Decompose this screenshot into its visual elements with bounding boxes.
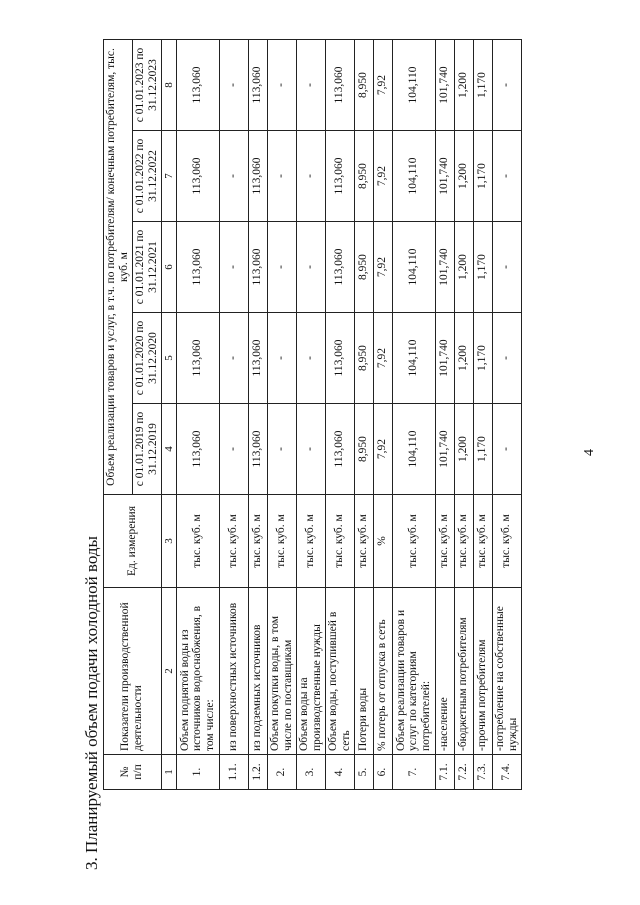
row-value: 101,740 (435, 222, 454, 313)
row-value: - (296, 40, 325, 131)
row-value: 1,170 (473, 131, 492, 222)
row-indicator: Объем реализации товаров и услуг по категориям потребителей: (392, 588, 435, 755)
column-index: 3 (161, 495, 176, 588)
row-value: 1,170 (473, 40, 492, 131)
table-row (454, 40, 473, 790)
row-value: - (492, 313, 521, 404)
row-no: 6. (373, 755, 392, 790)
row-value: 1,170 (473, 222, 492, 313)
row-unit: тыс. куб. м (435, 495, 454, 588)
row-value: - (219, 131, 248, 222)
row-value: 8,950 (354, 131, 373, 222)
row-value: 104,110 (392, 404, 435, 495)
row-indicator: Объем поднятой воды из источников водоснабжения, в том числе: (176, 588, 219, 755)
row-value: 1,200 (454, 313, 473, 404)
row-no: 7.3. (473, 755, 492, 790)
header-group: Объем реализации товаров и услуг, в т.ч. по потребителям/ конечным потребителям, тыс. куб. м (104, 40, 133, 495)
row-unit: тыс. куб. м (219, 495, 248, 588)
row-no: 1.2. (248, 755, 267, 790)
row-value: 101,740 (435, 313, 454, 404)
row-value: 113,060 (325, 404, 354, 495)
row-value: 1,200 (454, 222, 473, 313)
row-no: 7.1. (435, 755, 454, 790)
row-value: 101,740 (435, 131, 454, 222)
row-no: 2. (267, 755, 296, 790)
row-value: - (219, 222, 248, 313)
row-unit: тыс. куб. м (267, 495, 296, 588)
row-value: 7,92 (373, 313, 392, 404)
row-no: 5. (354, 755, 373, 790)
table-row (354, 40, 373, 790)
table-row (248, 40, 267, 790)
row-value: 101,740 (435, 40, 454, 131)
table-row (392, 40, 435, 790)
row-indicator: Объем покупки воды, в том числе по поставщикам (267, 588, 296, 755)
row-value: 113,060 (176, 404, 219, 495)
column-index: 5 (161, 313, 176, 404)
row-unit: % (373, 495, 392, 588)
column-index: 2 (161, 588, 176, 755)
row-no: 7. (392, 755, 435, 790)
table-row (219, 40, 248, 790)
row-value: 104,110 (392, 313, 435, 404)
row-indicator: -население (435, 588, 454, 755)
row-value: - (267, 313, 296, 404)
row-value: 113,060 (176, 313, 219, 404)
column-index: 1 (161, 755, 176, 790)
row-value: 113,060 (325, 40, 354, 131)
row-value: - (492, 222, 521, 313)
row-value: 104,110 (392, 131, 435, 222)
section-title: 3. Планируемый объем подачи холодной воды (82, 536, 101, 870)
row-value: 101,740 (435, 404, 454, 495)
header-period: с 01.01.2019 по 31.12.2019 (132, 404, 161, 495)
row-unit: тыс. куб. м (176, 495, 219, 588)
row-unit: тыс. куб. м (454, 495, 473, 588)
row-unit: тыс. куб. м (392, 495, 435, 588)
row-value: 8,950 (354, 313, 373, 404)
row-value: 1,200 (454, 131, 473, 222)
row-value: 7,92 (373, 40, 392, 131)
row-value: - (492, 40, 521, 131)
row-value: 113,060 (325, 313, 354, 404)
header-period: с 01.01.2020 по 31.12.2020 (132, 313, 161, 404)
row-indicator: -бюджетным потребителям (454, 588, 473, 755)
row-value: 113,060 (325, 222, 354, 313)
row-value: 7,92 (373, 222, 392, 313)
table-row (492, 40, 521, 790)
column-index-row (161, 40, 176, 790)
row-value: - (296, 131, 325, 222)
row-no: 3. (296, 755, 325, 790)
water-supply-table (103, 39, 522, 790)
table-row (176, 40, 219, 790)
row-value: 113,060 (176, 222, 219, 313)
row-indicator: Объем воды, поступившей в сеть (325, 588, 354, 755)
row-value: - (219, 404, 248, 495)
row-indicator: из поверхностных источников (219, 588, 248, 755)
table-row (267, 40, 296, 790)
row-value: 8,950 (354, 40, 373, 131)
header-indicator: Показатели производственной деятельности (104, 588, 162, 755)
row-value: - (267, 131, 296, 222)
row-value: 1,200 (454, 404, 473, 495)
header-no: № п/п (104, 755, 162, 790)
header-period: с 01.01.2023 по 31.12.2023 (132, 40, 161, 131)
row-no: 7.4. (492, 755, 521, 790)
row-value: 7,92 (373, 404, 392, 495)
row-indicator: % потерь от отпуска в сеть (373, 588, 392, 755)
row-value: 113,060 (325, 131, 354, 222)
column-index: 6 (161, 222, 176, 313)
row-value: 1,170 (473, 404, 492, 495)
column-index: 7 (161, 131, 176, 222)
row-indicator: -прочим потребителям (473, 588, 492, 755)
column-index: 4 (161, 404, 176, 495)
row-indicator: из подземных источников (248, 588, 267, 755)
row-value: 113,060 (248, 40, 267, 131)
row-value: - (219, 313, 248, 404)
header-unit: Ед. измерения (104, 495, 162, 588)
row-value: 104,110 (392, 40, 435, 131)
row-value: - (267, 222, 296, 313)
row-no: 4. (325, 755, 354, 790)
row-unit: тыс. куб. м (492, 495, 521, 588)
row-value: - (296, 222, 325, 313)
row-value: 113,060 (176, 40, 219, 131)
row-unit: тыс. куб. м (354, 495, 373, 588)
table-row (435, 40, 454, 790)
row-value: - (492, 131, 521, 222)
row-value: - (267, 40, 296, 131)
row-value: 113,060 (248, 313, 267, 404)
row-value: 113,060 (248, 404, 267, 495)
column-index: 8 (161, 40, 176, 131)
row-value: 104,110 (392, 222, 435, 313)
header-period: с 01.01.2021 по 31.12.2021 (132, 222, 161, 313)
row-value: 113,060 (248, 131, 267, 222)
row-value: - (296, 313, 325, 404)
row-value: - (492, 404, 521, 495)
row-value: - (219, 40, 248, 131)
header-period: с 01.01.2022 по 31.12.2022 (132, 131, 161, 222)
page-number: 4 (582, 449, 597, 456)
row-no: 7.2. (454, 755, 473, 790)
row-value: 1,170 (473, 313, 492, 404)
row-value: 113,060 (176, 131, 219, 222)
row-unit: тыс. куб. м (248, 495, 267, 588)
row-value: 1,200 (454, 40, 473, 131)
table-row (296, 40, 325, 790)
table-row (325, 40, 354, 790)
row-unit: тыс. куб. м (473, 495, 492, 588)
row-value: - (267, 404, 296, 495)
row-no: 1.1. (219, 755, 248, 790)
row-value: - (296, 404, 325, 495)
row-unit: тыс. куб. м (325, 495, 354, 588)
table-row (373, 40, 392, 790)
row-no: 1. (176, 755, 219, 790)
row-value: 113,060 (248, 222, 267, 313)
row-value: 8,950 (354, 404, 373, 495)
row-indicator: -потребление на собственные нужды (492, 588, 521, 755)
row-indicator: Объем воды на производственные нужды (296, 588, 325, 755)
row-unit: тыс. куб. м (296, 495, 325, 588)
row-indicator: Потери воды (354, 588, 373, 755)
row-value: 7,92 (373, 131, 392, 222)
row-value: 8,950 (354, 222, 373, 313)
table-row (473, 40, 492, 790)
